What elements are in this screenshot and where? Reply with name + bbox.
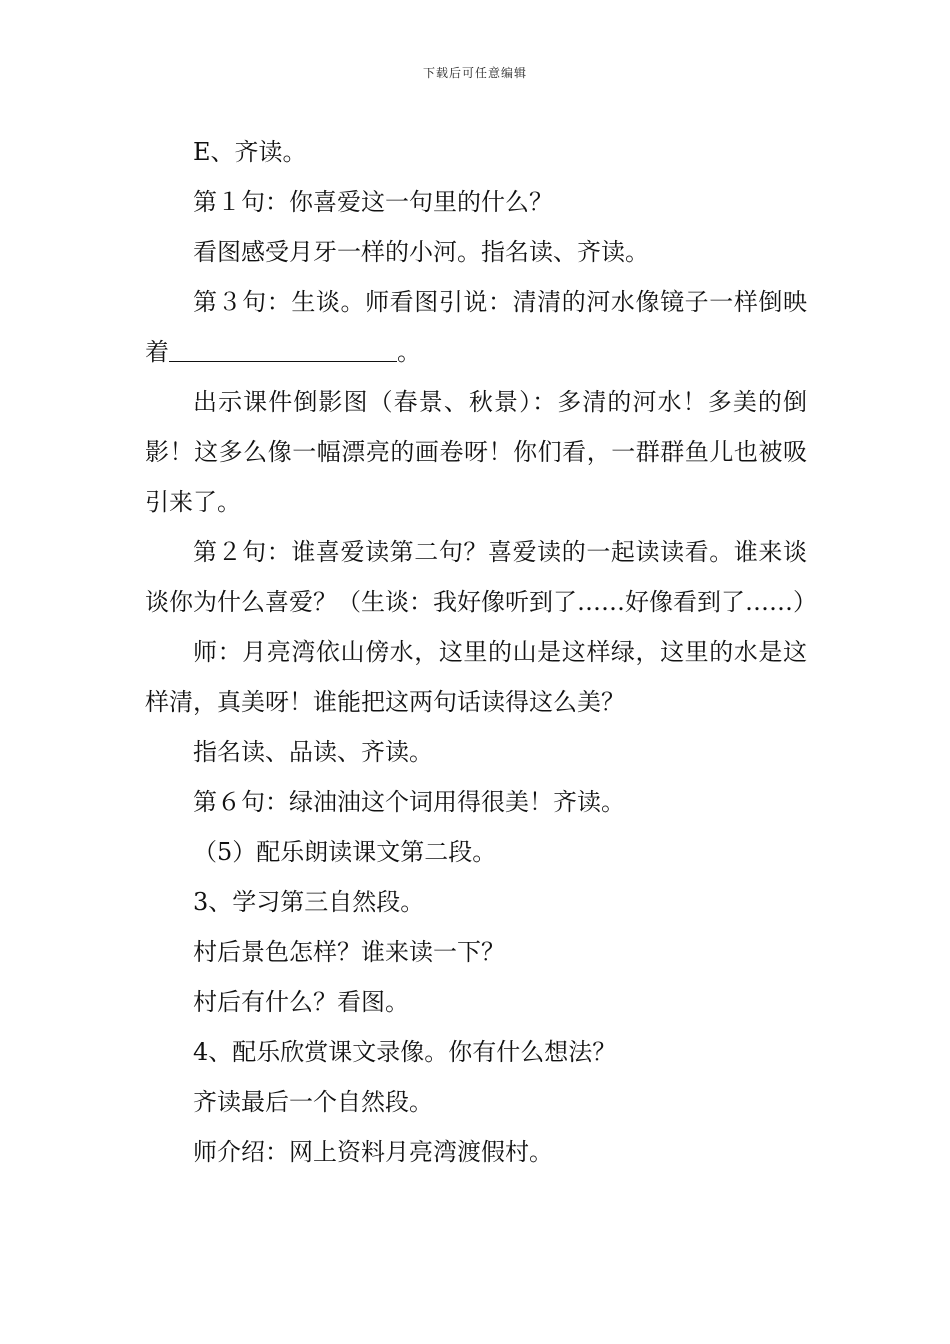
paragraph-with-blank bbox=[145, 277, 807, 377]
paragraph: 4、配乐欣赏课文录像。你有什么想法？ bbox=[193, 1038, 617, 1066]
page-header: 下载后可任意编辑 bbox=[422, 66, 527, 80]
paragraph-text: 第３句：生谈。师看图引说：清清的河水像镜子一样倒映着 bbox=[145, 288, 807, 366]
paragraph: 师：月亮湾依山傍水，这里的山是这样绿，这里的水是这样清，真美呀！谁能把这两句话读得这么美？ bbox=[145, 638, 807, 716]
paragraph: 第６句：绿油油这个词用得很美！齐读。 bbox=[193, 788, 625, 816]
paragraph: 看图感受月牙一样的小河。指名读、齐读。 bbox=[193, 238, 649, 266]
paragraph: 师介绍：网上资料月亮湾渡假村。 bbox=[193, 1138, 553, 1166]
paragraph: 第１句：你喜爱这一句里的什么？ bbox=[193, 188, 553, 216]
paragraph: E、齐读。 bbox=[193, 138, 307, 166]
paragraph: 出示课件倒影图（春景、秋景）：多清的河水！多美的倒影！这多么像一幅漂亮的画卷呀！你们看，一群群鱼儿也被吸引来了。 bbox=[145, 388, 807, 516]
paragraph: 3、学习第三自然段。 bbox=[193, 888, 425, 916]
paragraph: 指名读、品读、齐读。 bbox=[193, 738, 433, 766]
paragraph: 村后有什么？看图。 bbox=[193, 988, 409, 1016]
paragraph: 村后景色怎样？谁来读一下？ bbox=[193, 938, 505, 966]
fill-in-blank bbox=[169, 339, 397, 362]
document-body bbox=[145, 127, 817, 1177]
paragraph-text-end: 。 bbox=[397, 338, 421, 366]
paragraph: 第２句：谁喜爱读第二句？喜爱读的一起读读看。谁来谈谈你为什么喜爱？（生谈：我好像听到了……好像看到了……） bbox=[145, 538, 817, 616]
paragraph: （5）配乐朗读课文第二段。 bbox=[193, 838, 497, 866]
paragraph: 齐读最后一个自然段。 bbox=[193, 1088, 433, 1116]
